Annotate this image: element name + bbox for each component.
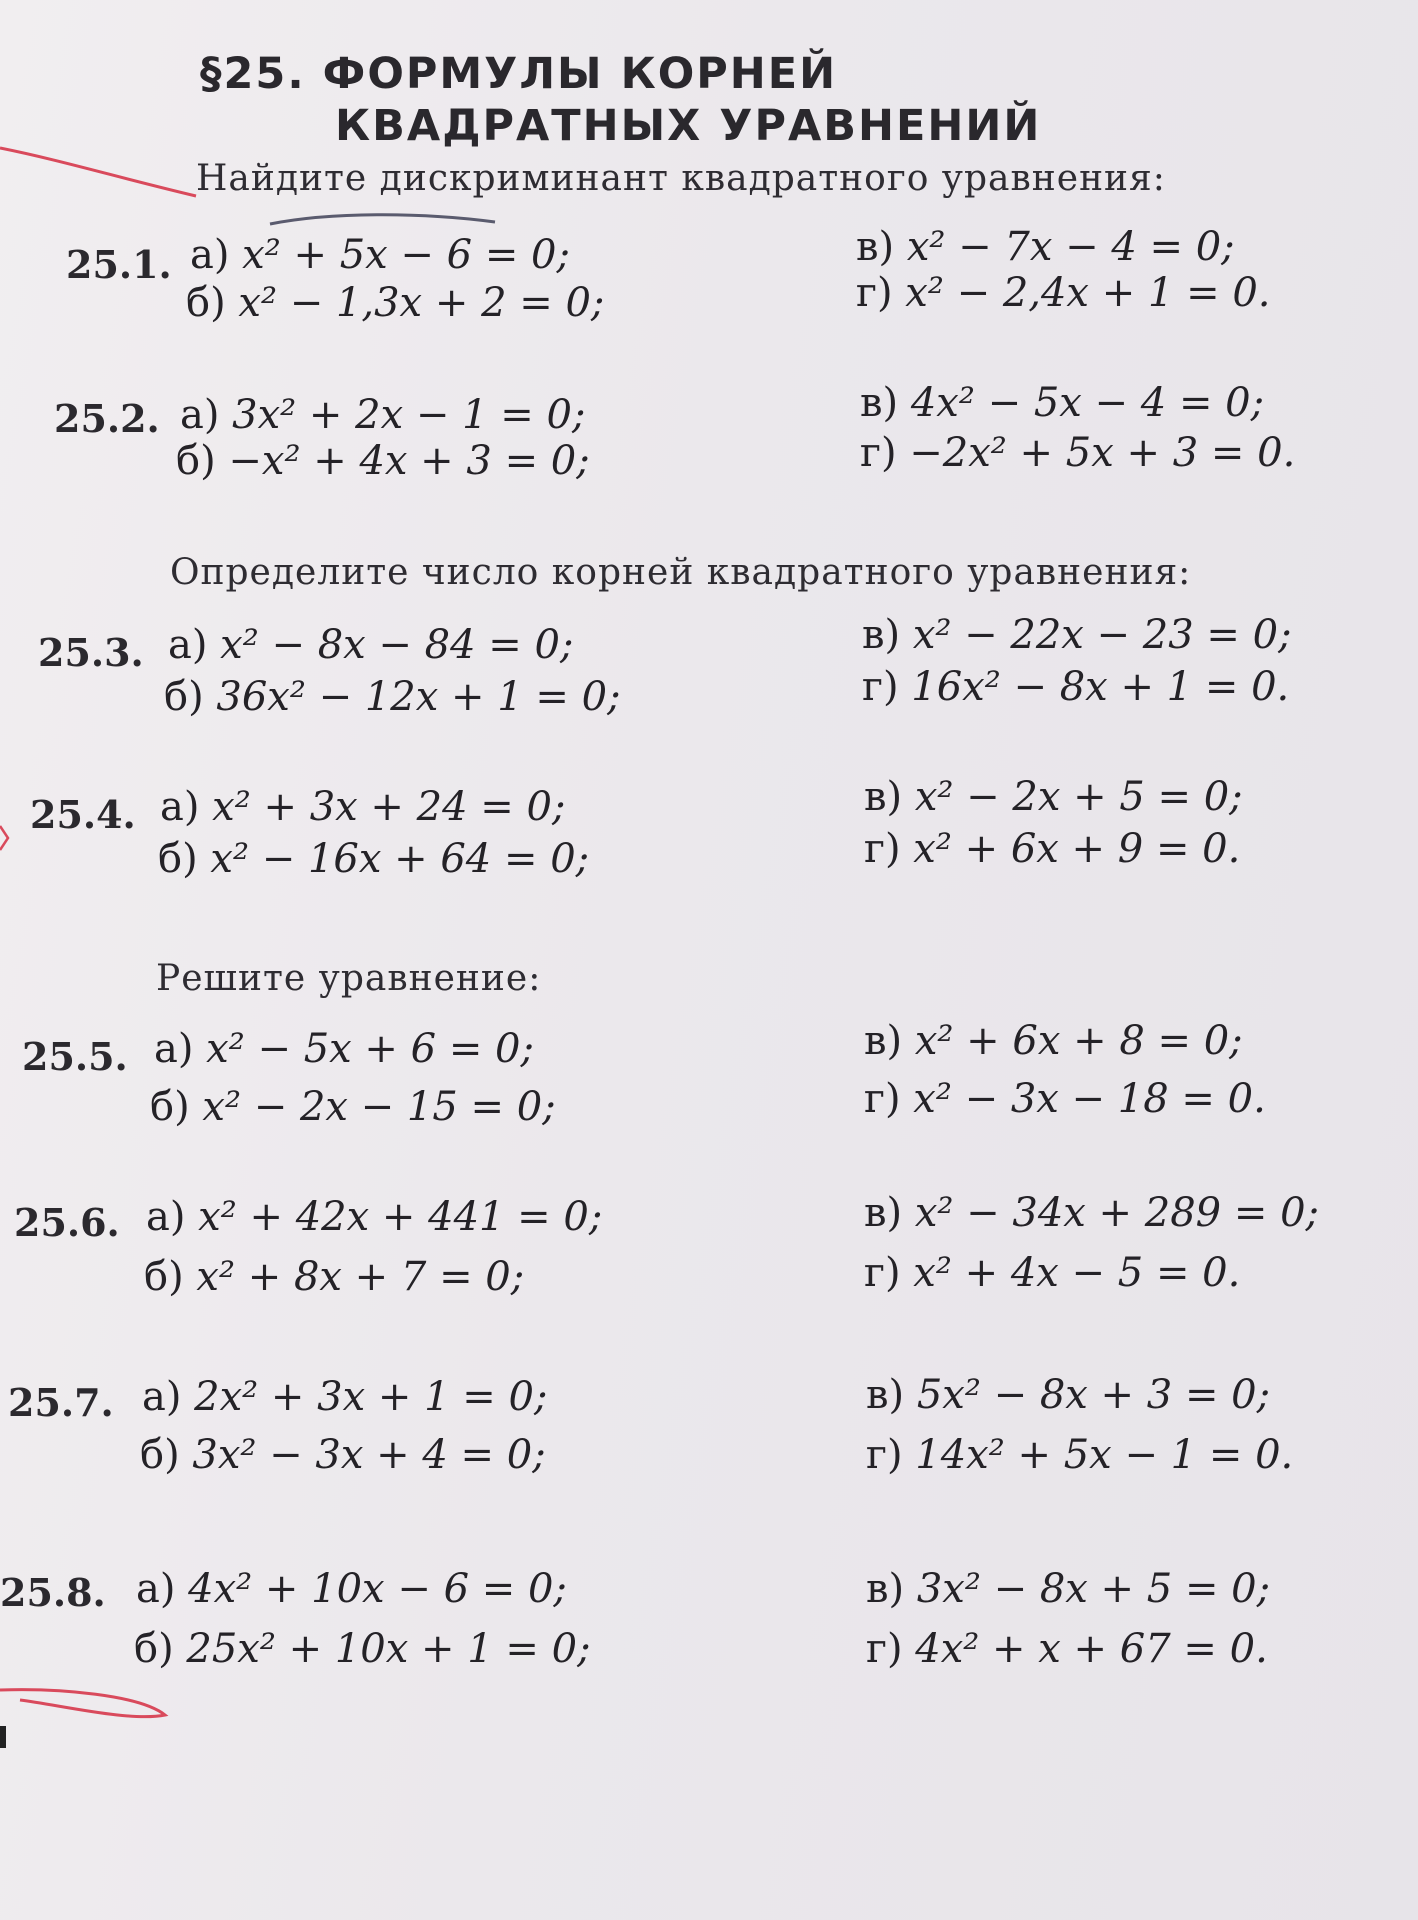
- exercise-25-6-a: [146, 1194, 602, 1240]
- equation: x² − 5x + 6 = 0;: [206, 1026, 534, 1072]
- item-letter: а): [146, 1194, 186, 1240]
- exercise-number-25-3: 25.3.: [38, 630, 144, 675]
- exercise-number-25-6: 25.6.: [14, 1200, 120, 1245]
- equation: x² + 8x + 7 = 0;: [196, 1254, 525, 1300]
- exercise-25-7-b: [140, 1432, 546, 1478]
- equation: x² − 22x − 23 = 0;: [912, 612, 1292, 658]
- exercise-25-4-b: [158, 836, 589, 882]
- exercise-25-7-a: [142, 1374, 547, 1420]
- item-letter: а): [168, 622, 208, 668]
- equation: x² − 16x + 64 = 0;: [210, 836, 590, 882]
- equation: x² − 2x + 5 = 0;: [914, 774, 1243, 820]
- exercise-25-4-v: [864, 774, 1243, 820]
- equation: x² + 6x + 8 = 0;: [914, 1018, 1243, 1064]
- equation: 4x² + 10x − 6 = 0;: [188, 1566, 567, 1612]
- exercise-25-6-g: [864, 1250, 1240, 1296]
- item-letter: б): [134, 1626, 174, 1672]
- equation: x² − 2,4x + 1 = 0.: [905, 270, 1271, 316]
- exercise-25-5-a: [154, 1026, 534, 1072]
- exercise-25-5-b: [150, 1084, 556, 1130]
- equation: x² + 5x − 6 = 0;: [242, 232, 570, 278]
- item-letter: б): [150, 1084, 190, 1130]
- exercise-number-25-7: 25.7.: [8, 1380, 114, 1425]
- equation: −x² + 4x + 3 = 0;: [228, 438, 590, 484]
- equation: 3x² − 3x + 4 = 0;: [192, 1432, 546, 1478]
- item-letter: в): [864, 1018, 903, 1064]
- item-letter: б): [176, 438, 216, 484]
- item-letter: а): [160, 784, 200, 830]
- equation: 16x² − 8x + 1 = 0.: [911, 664, 1290, 710]
- exercise-25-2-b: [176, 438, 590, 484]
- item-letter: в): [866, 1372, 905, 1418]
- section-title-line2: КВАДРАТНЫХ УРАВНЕНИЙ: [335, 101, 1042, 151]
- exercise-25-7-g: [866, 1432, 1293, 1478]
- item-letter: г): [864, 826, 901, 872]
- equation: −2x² + 5x + 3 = 0.: [909, 430, 1296, 476]
- exercise-25-1-g: [856, 270, 1271, 316]
- equation: 36x² − 12x + 1 = 0;: [216, 674, 621, 720]
- equation: 3x² − 8x + 5 = 0;: [916, 1566, 1271, 1612]
- instruction-solve: Решите уравнение:: [156, 958, 542, 999]
- section-heading: [200, 48, 1041, 152]
- exercise-25-4-a: [160, 784, 565, 830]
- item-letter: в): [866, 1566, 905, 1612]
- item-letter: б): [144, 1254, 184, 1300]
- equation: x² − 1,3x + 2 = 0;: [238, 280, 605, 326]
- equation: x² + 42x + 441 = 0;: [198, 1194, 603, 1240]
- item-letter: б): [140, 1432, 180, 1478]
- red-pen-stroke-top: [0, 148, 196, 196]
- equation: x² + 6x + 9 = 0.: [913, 826, 1241, 872]
- exercise-25-3-a: [168, 622, 573, 668]
- equation: x² − 8x − 84 = 0;: [220, 622, 574, 668]
- instruction-count-roots: Определите число корней квадратного уравнения:: [170, 552, 1192, 593]
- exercise-25-2-v: [860, 380, 1264, 426]
- page-edge-mark: [0, 1726, 6, 1748]
- exercise-number-25-5: 25.5.: [22, 1034, 128, 1079]
- equation: 2x² + 3x + 1 = 0;: [194, 1374, 548, 1420]
- red-pen-tick-left: [0, 826, 8, 850]
- exercise-number-25-2: 25.2.: [54, 396, 160, 441]
- exercise-25-2-a: [180, 392, 585, 438]
- equation: 14x² + 5x − 1 = 0.: [915, 1432, 1294, 1478]
- red-pen-stroke-bottom: [0, 1690, 165, 1717]
- item-letter: а): [154, 1026, 194, 1072]
- item-letter: в): [864, 774, 903, 820]
- section-number: §25.: [200, 49, 306, 99]
- equation: x² − 3x − 18 = 0.: [913, 1076, 1266, 1122]
- exercise-25-3-b: [164, 674, 621, 720]
- item-letter: б): [186, 280, 226, 326]
- item-letter: в): [860, 380, 899, 426]
- exercise-25-1-v: [856, 224, 1235, 270]
- exercise-25-3-v: [862, 612, 1292, 658]
- instruction-find-discriminant: Найдите дискриминант квадратного уравнения:: [196, 158, 1166, 199]
- item-letter: г): [866, 1626, 903, 1672]
- exercise-number-25-1: 25.1.: [66, 242, 172, 287]
- item-letter: г): [862, 664, 899, 710]
- section-title-line1: ФОРМУЛЫ КОРНЕЙ: [322, 49, 838, 99]
- exercise-25-7-v: [866, 1372, 1270, 1418]
- item-letter: в): [856, 224, 895, 270]
- exercise-number-25-4: 25.4.: [30, 792, 136, 837]
- item-letter: а): [142, 1374, 182, 1420]
- exercise-25-1-a: [190, 232, 570, 278]
- exercise-25-6-v: [864, 1190, 1319, 1236]
- item-letter: в): [864, 1190, 903, 1236]
- exercise-25-5-g: [864, 1076, 1266, 1122]
- equation: 3x² + 2x − 1 = 0;: [232, 392, 586, 438]
- equation: 5x² − 8x + 3 = 0;: [916, 1372, 1271, 1418]
- item-letter: б): [164, 674, 204, 720]
- exercise-25-8-a: [136, 1566, 567, 1612]
- equation: 4x² − 5x − 4 = 0;: [910, 380, 1265, 426]
- exercise-25-8-b: [134, 1626, 591, 1672]
- item-letter: г): [866, 1432, 903, 1478]
- item-letter: г): [856, 270, 893, 316]
- equation: 4x² + x + 67 = 0.: [915, 1626, 1268, 1672]
- item-letter: а): [190, 232, 230, 278]
- exercise-25-5-v: [864, 1018, 1243, 1064]
- exercise-25-2-g: [860, 430, 1295, 476]
- item-letter: г): [864, 1076, 901, 1122]
- equation: x² − 7x − 4 = 0;: [906, 224, 1235, 270]
- equation: x² − 2x − 15 = 0;: [202, 1084, 556, 1130]
- item-letter: г): [864, 1250, 901, 1296]
- item-letter: в): [862, 612, 901, 658]
- exercise-25-8-v: [866, 1566, 1270, 1612]
- equation: x² − 34x + 289 = 0;: [914, 1190, 1320, 1236]
- pencil-underline: [270, 215, 495, 224]
- item-letter: г): [860, 430, 897, 476]
- item-letter: б): [158, 836, 198, 882]
- exercise-25-1-b: [186, 280, 604, 326]
- item-letter: а): [180, 392, 220, 438]
- exercise-number-25-8: 25.8.: [0, 1570, 106, 1615]
- equation: x² + 3x + 24 = 0;: [212, 784, 566, 830]
- item-letter: а): [136, 1566, 176, 1612]
- exercise-25-8-g: [866, 1626, 1268, 1672]
- exercise-25-6-b: [144, 1254, 524, 1300]
- exercise-25-4-g: [864, 826, 1240, 872]
- equation: x² + 4x − 5 = 0.: [913, 1250, 1241, 1296]
- exercise-25-3-g: [862, 664, 1289, 710]
- equation: 25x² + 10x + 1 = 0;: [186, 1626, 591, 1672]
